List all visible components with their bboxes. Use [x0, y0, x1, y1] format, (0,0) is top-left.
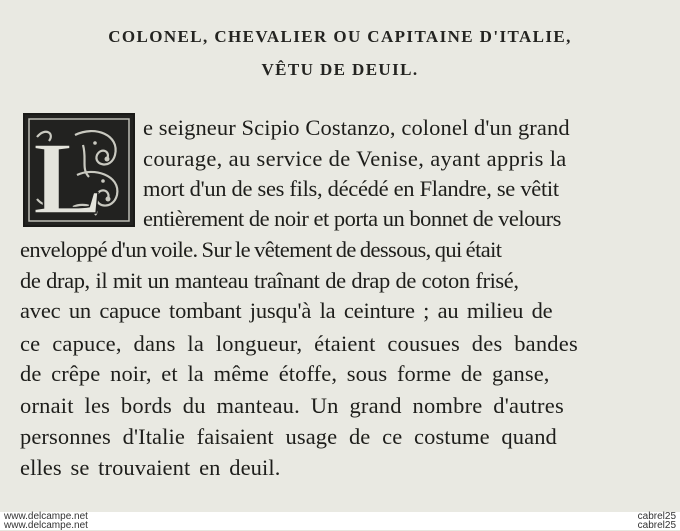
body-line-4: entièrement de noir et porta un bonnet de velours — [143, 206, 561, 231]
body-line-7: avec un capuce tombant jusqu'à la ceinture ; au milieu de — [20, 298, 553, 323]
heading-line-2: VÊTU DE DEUIL. — [261, 60, 419, 79]
watermark-left-2: www.delcampe.net — [4, 520, 88, 531]
ornamental-dropcap — [23, 113, 135, 227]
body-line-11: personnes d'Italie faisaient usage de ce costume quand — [20, 424, 557, 449]
svg-text:L: L — [33, 121, 103, 225]
heading-line-1: COLONEL, CHEVALIER OU CAPITAINE D'ITALIE, — [108, 27, 572, 46]
dropcap-ornament-icon — [25, 115, 133, 225]
watermark-footer — [0, 512, 680, 530]
watermark-right-2: cabrel25 — [637, 520, 676, 531]
body-line-5: enveloppé d'un voile. Sur le vêtement de dessous, qui était — [20, 237, 502, 262]
body-line-9: de crêpe noir, et la même étoffe, sous forme de ganse, — [20, 361, 550, 386]
body-line-1: e seigneur Scipio Costanzo, colonel d'un grand — [143, 115, 570, 140]
body-line-6: de drap, il mit un manteau traînant de drap de coton frisé, — [20, 268, 519, 293]
body-line-3: mort d'un de ses fils, décédé en Flandre, se vêtit — [143, 176, 559, 201]
body-line-10: ornait les bords du manteau. Un grand nombre d'autres — [20, 393, 564, 418]
body-line-12: elles se trouvaient en deuil. — [20, 455, 281, 480]
body-line-2: courage, au service de Venise, ayant appris la — [143, 146, 567, 171]
watermark-right-1: cabrel25 — [637, 511, 676, 522]
body-line-8: ce capuce, dans la longueur, étaient cousues des bandes — [20, 331, 578, 356]
watermark-left-1: www.delcampe.net — [4, 511, 88, 522]
